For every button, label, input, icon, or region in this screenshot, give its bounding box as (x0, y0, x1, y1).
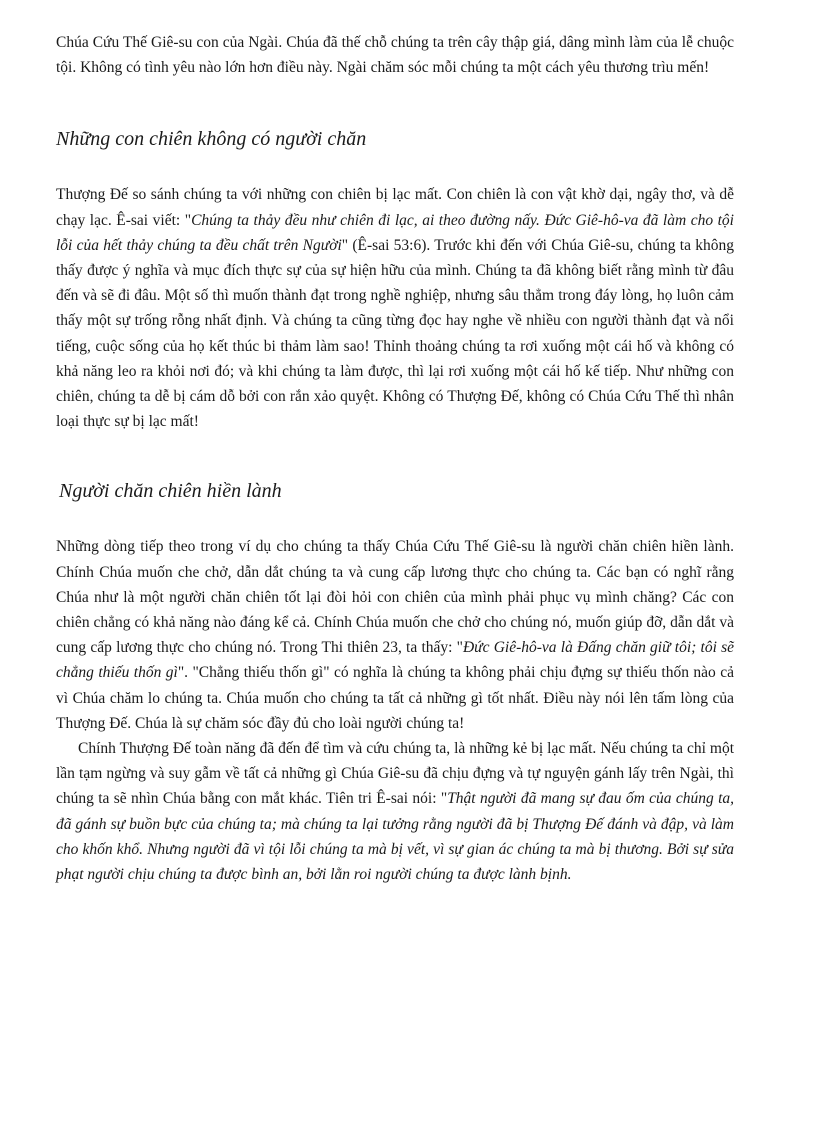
paragraph-text: Chính Thượng Đế toàn năng đã đến để tìm và cứu chúng ta, là những kẻ bị lạc mất. Nếu chúng ta chỉ một lần tạm ngừng và suy gẫm về tất cả những gì Chúa Giê-su đã chịu đựng và tự nguyện gánh lấy trên Ngài, thì chúng ta sẽ nhìn Chúa bằng con mắt khác. Tiên tri Ê-sai nói: " (56, 740, 734, 808)
paragraph-text: ". "Chẳng thiếu thốn gì" có nghĩa là chúng ta không phải chịu đựng sự thiếu thốn nào cả vì Chúa chăm lo chúng ta. Chúa muốn cho chúng ta tất cả những gì tốt nhất. Điều này nói lên tấm lòng của Thượng Đế. Chúa là sự chăm sóc đầy đủ cho loài người chúng ta! (56, 664, 734, 732)
paragraph-text: Những dòng tiếp theo trong ví dụ cho chúng ta thấy Chúa Cứu Thế Giê-su là người chăn chiên hiền lành. Chính Chúa muốn che chở, dẫn dắt chúng ta và cung cấp lương thực cho chúng ta. Các bạn có nghĩ rằng Chúa như là một người chăn chiên tốt lại đòi hỏi con chiên của mình phải phục vụ mình chăng? Các con chiên chẳng có khả năng nào đáng kể cả. Chính Chúa muốn che chở cho chúng nó, muốn giúp đỡ, dẫn dắt và cung cấp lương thực cho chúng nó. Trong Thi thiên 23, ta thấy: " (56, 538, 734, 657)
scripture-quote-isaiah: Chúng ta thảy đều như chiên đi lạc, ai theo đường nấy. Đức Giê-hô-va đã làm cho tội lỗi của hết thảy chúng ta đều chất trên Người (56, 211, 734, 254)
paragraph-text: " (Ê-sai 53:6). Trước khi đến với Chúa Giê-su, chúng ta không thấy được ý nghĩa và mục đích thực sự của sự hiện hữu của mình. Chúng ta đã không biết rằng mình từ đâu đến và sẽ đi đâu. Một số thì muốn thành đạt trong nghề nghiệp, nhưng sâu thẳm trong đáy lòng, họ luôn cảm thấy một sự trống rỗng nhất định. Và chúng ta cũng từng đọc hay nghe về nhiều con người thành đạt và nổi tiếng, cuộc sống của họ kết thúc bi thảm làm sao! Thỉnh thoảng chúng ta rơi xuống một cái hố và không có khả năng leo ra khỏi nơi đó; và khi chúng ta làm được, thì lại rơi xuống một cái hố kế tiếp. Như những con chiên, chúng ta dễ bị cám dỗ bởi con rắn xảo quyệt. Không có Thượng Đế, không có Chúa Cứu Thế thì nhân loại thực sự bị lạc mất! (56, 236, 734, 431)
paragraph-almighty-god (56, 736, 734, 887)
paragraph-text: Thượng Đế so sánh chúng ta với những con chiên bị lạc mất. Con chiên là con vật khờ dại, ngây thơ, và dễ chạy lạc. Ê-sai viết: " (56, 186, 734, 229)
section-heading-sheep-without-shepherd: Những con chiên không có người chăn (56, 128, 367, 151)
paragraph-good-shepherd (56, 534, 734, 736)
paragraph-lost-sheep (56, 182, 734, 434)
paragraph-intro: Chúa Cứu Thế Giê-su con của Ngài. Chúa đã thế chỗ chúng ta trên cây thập giá, dâng mình làm của lễ chuộc tội. Không có tình yêu nào lớn hơn điều này. Ngài chăm sóc mỗi chúng ta một cách yêu thương trìu mến! (56, 34, 734, 77)
scripture-quote-isaiah-53: Thật người đã mang sự đau ốm của chúng ta, đã gánh sự buồn bực của chúng ta; mà chúng ta lại tưởng rằng người đã bị Thượng Đế đánh và đập, và làm cho khốn khổ. Nhưng người đã vì tội lỗi chúng ta mà bị vết, vì sự gian ác chúng ta mà bị thương. Bởi sự sửa phạt người chịu chúng ta được bình an, bởi lằn roi người chúng ta được lành bịnh. (56, 790, 735, 884)
section-heading-good-shepherd: Người chăn chiên hiền lành (59, 480, 282, 503)
scripture-quote-psalm: Đức Giê-hô-va là Đấng chăn giữ tôi; tôi sẽ chẳng thiếu thốn gì (56, 639, 734, 682)
document-page (56, 30, 734, 887)
